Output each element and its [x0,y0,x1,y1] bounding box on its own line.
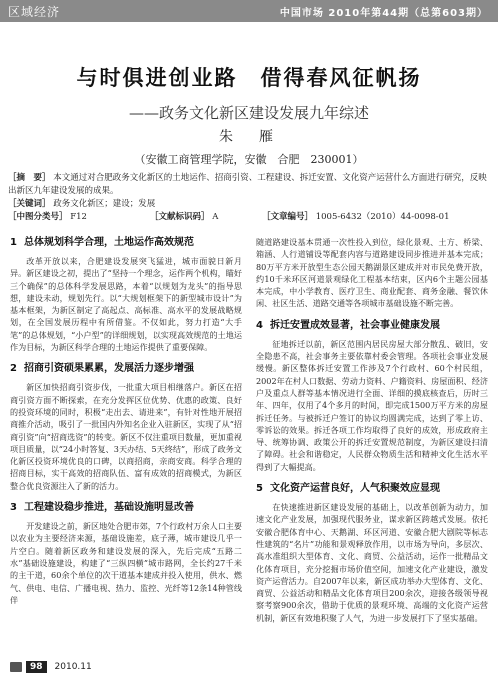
section-5-text: 在快速推进新区建设发展的基础上，以改革创新为动力，加速文化产业发展，加强现代服务业，谋求新区跨越式发展。依托安徽合肥体育中心、天鹅湖、环区河道、安徽合肥大剧院等标志性建筑的“名片”功能和景观释放作用，以市场为导向，多层次、高水准组织大型体育、文化、商贸、公益活动，运作一批精品文化体育项目，充分挖掘市场价值空间，加速文化产业建设，激发资产运营活力。自2007年以来，新区成功举办大型体育、文化、商贸、公益活动和精品文化体育项目200余次，迎接各级领导视察考察900余次，借助于优质的景观环境、高端的文化资产运营机制，新区有效地积聚了人气，为进一步发展打下了坚实基础。 [256,502,488,623]
section-5-title: 文化资产运营良好，人气积聚效应显现 [270,483,440,495]
doc-code-meta [150,210,218,222]
journal-issue: 中国市场 2010年第44期（总第603期） [279,8,488,19]
section-3-continued: 随道路建设基本贯通一次性投入到位，绿化景观、土方、桥梁、箱涵、人行道铺设等配套内容与道路建设同步推进并基本完成；80万平方米开放型生态公园天鹅湖景区建成并对市民免费开放，约10千米环区河道景观绿化工程基本结束，区内6个主题公园基本完成，中小学教育、医疗卫生、商业配套、商务金融、餐饮休闲、社区生活、道路交通等各项城市基础设施不断完善。 [256,237,488,309]
section-3-number: 3 [10,502,17,514]
section-1-title: 总体规划科学合理，土地运作高效规范 [24,237,194,248]
section-4-number: 4 [256,319,263,331]
keywords-text: 政务文化新区；建设；发展 [53,199,156,209]
abstract [8,172,488,198]
page-number: 98 [26,661,47,673]
article-title: 与时俱进创业路 借得春风征帆扬 [76,66,422,90]
doc-code-label: ［文献标识码］ [150,212,210,222]
section-1-heading [10,236,242,249]
section-1-number: 1 [10,237,17,248]
section-1-text: 改革开放以来，合肥建设发展突飞猛进，城市面貌日新月异。新区建设之初，提出了“坚持一个理念，运作两个机构，瞄好三个确保”的总体科学发展思路，本着“以规划为龙头”的指导思想，建设未动，规划先行。以“大规划框架下的新型城市设计”为基本框架，为新区制定了高起点、高标准、高水平的发展战略规划，在全国发展历程中有所借鉴。不仅如此，努力打造“大手笔”的总体规划，“小户型”的详细规划，以实现高效规范的土地运作为目标，为新区科学合理的土地运作提供了重要保障。 [10,256,242,353]
section-5-heading [256,482,488,495]
section-2-heading [10,362,242,375]
header-bar [0,0,498,22]
section-3-title: 工程建设稳步推进，基础设施明显改善 [24,502,194,514]
clc-label: ［中图分类号］ [8,212,68,222]
section-2-title: 招商引资硕果累累，发展活力逐步增强 [24,363,194,375]
right-column [256,236,488,624]
article-no-label: ［文章编号］ [262,212,314,222]
page-footer [10,659,92,675]
clc-value: F12 [70,212,87,222]
article-subtitle: ——政务文化新区建设发展九年综述 [128,104,369,122]
article-no-value: 1005-6432（2010）44-0098-01 [315,212,450,222]
section-2-text: 新区加快招商引资步伐，一批重大项目相继落户。新区在招商引资方面不断探索，在充分发挥区位优势、优惠的政策、良好的投资环境的同时，积极“走出去、请进来”，有针对性地开展招商推介活动，吸引了一批国内外知名企业入驻新区，实现了从“招商引资”向“招商选资”的转变。新区不仅注重项目数量，更加重视项目质量，以“24小时答复、3天办结、5天终结”，形成了政务文化新区投资环境优良的口碑，以商招商，亲商安商。科学合理的招商目标，实干高效的招商队伍、富有成效的招商模式，为新区整合优良资源注入了新的活力。 [10,382,242,491]
section-3-text: 开发建设之前，新区地处合肥市郊，7个行政村万余人口主要以农业为主要经济来源，基础设施差，底子薄，城市建设几乎一片空白。随着新区政务和建设发展的深入，先后完成“五路二水”基础设施建设，构建了“三纵四横”城市路网，全长约27千米的主干道，60余个单位的次干道基本建成并投入使用，供水、燃气、供电、电信、广播电视、热力、监控、光纤等12条14种管线伴 [10,521,242,605]
section-2-number: 2 [10,363,17,375]
abstract-block [8,172,488,211]
article-no-meta [262,210,450,222]
doc-code-value: A [212,212,219,222]
section-4-heading [256,319,488,332]
left-column [10,236,242,606]
issue-date: 2010.11 [54,662,92,672]
section-3-heading [10,501,242,514]
author-name: 朱 雁 [219,129,279,145]
abstract-text: 本文通过对合肥政务文化新区的土地运作、招商引资、工程建设、拆迁安置、文化资产运营什么方面进行研究，反映出新区九年建设发展的成果。 [8,173,487,196]
author-affiliation: （安徽工商管理学院，安徽 合肥 230001） [134,153,364,166]
book-icon [10,662,22,672]
clc-meta [8,210,87,222]
section-4-title: 拆迁安置成效显著，社会事业健康发展 [270,319,440,331]
abstract-label: ［摘 要］ [8,173,51,183]
section-4-text: 征地拆迁以前，新区范围内居民房屋大部分散乱、破旧，安全隐患不高，社会事务主要依靠村委会管理。各项社会事业发展缓慢。新区整体拆迁安置工作涉及7个行政村、60个村民组，2002年在村人口数据、劳动力资料、户籍资料、房屋面积、经济户及重点人群等基本情况进行全面、详细的摸底核查后，历时三年、四年，仅用了4个多月的时间，即完成1500万平方米的房屋拆迁任务。与被拆迁户签订的协议均圆满完成，达到了零上访、零诉讼的效果。拆迁各项工作均取得了良好的成效，形成政府主导、统筹协调、政策公开的拆迁安置规范制度，为新区建设扫清了障碍。社会和谐稳定，人民群众物质生活和精神文化生活水平得到了大幅提高。 [256,338,488,472]
keywords-label: ［关键词］ [8,199,51,209]
section-5-number: 5 [256,483,263,495]
section-label: 区域经济 [8,5,61,19]
